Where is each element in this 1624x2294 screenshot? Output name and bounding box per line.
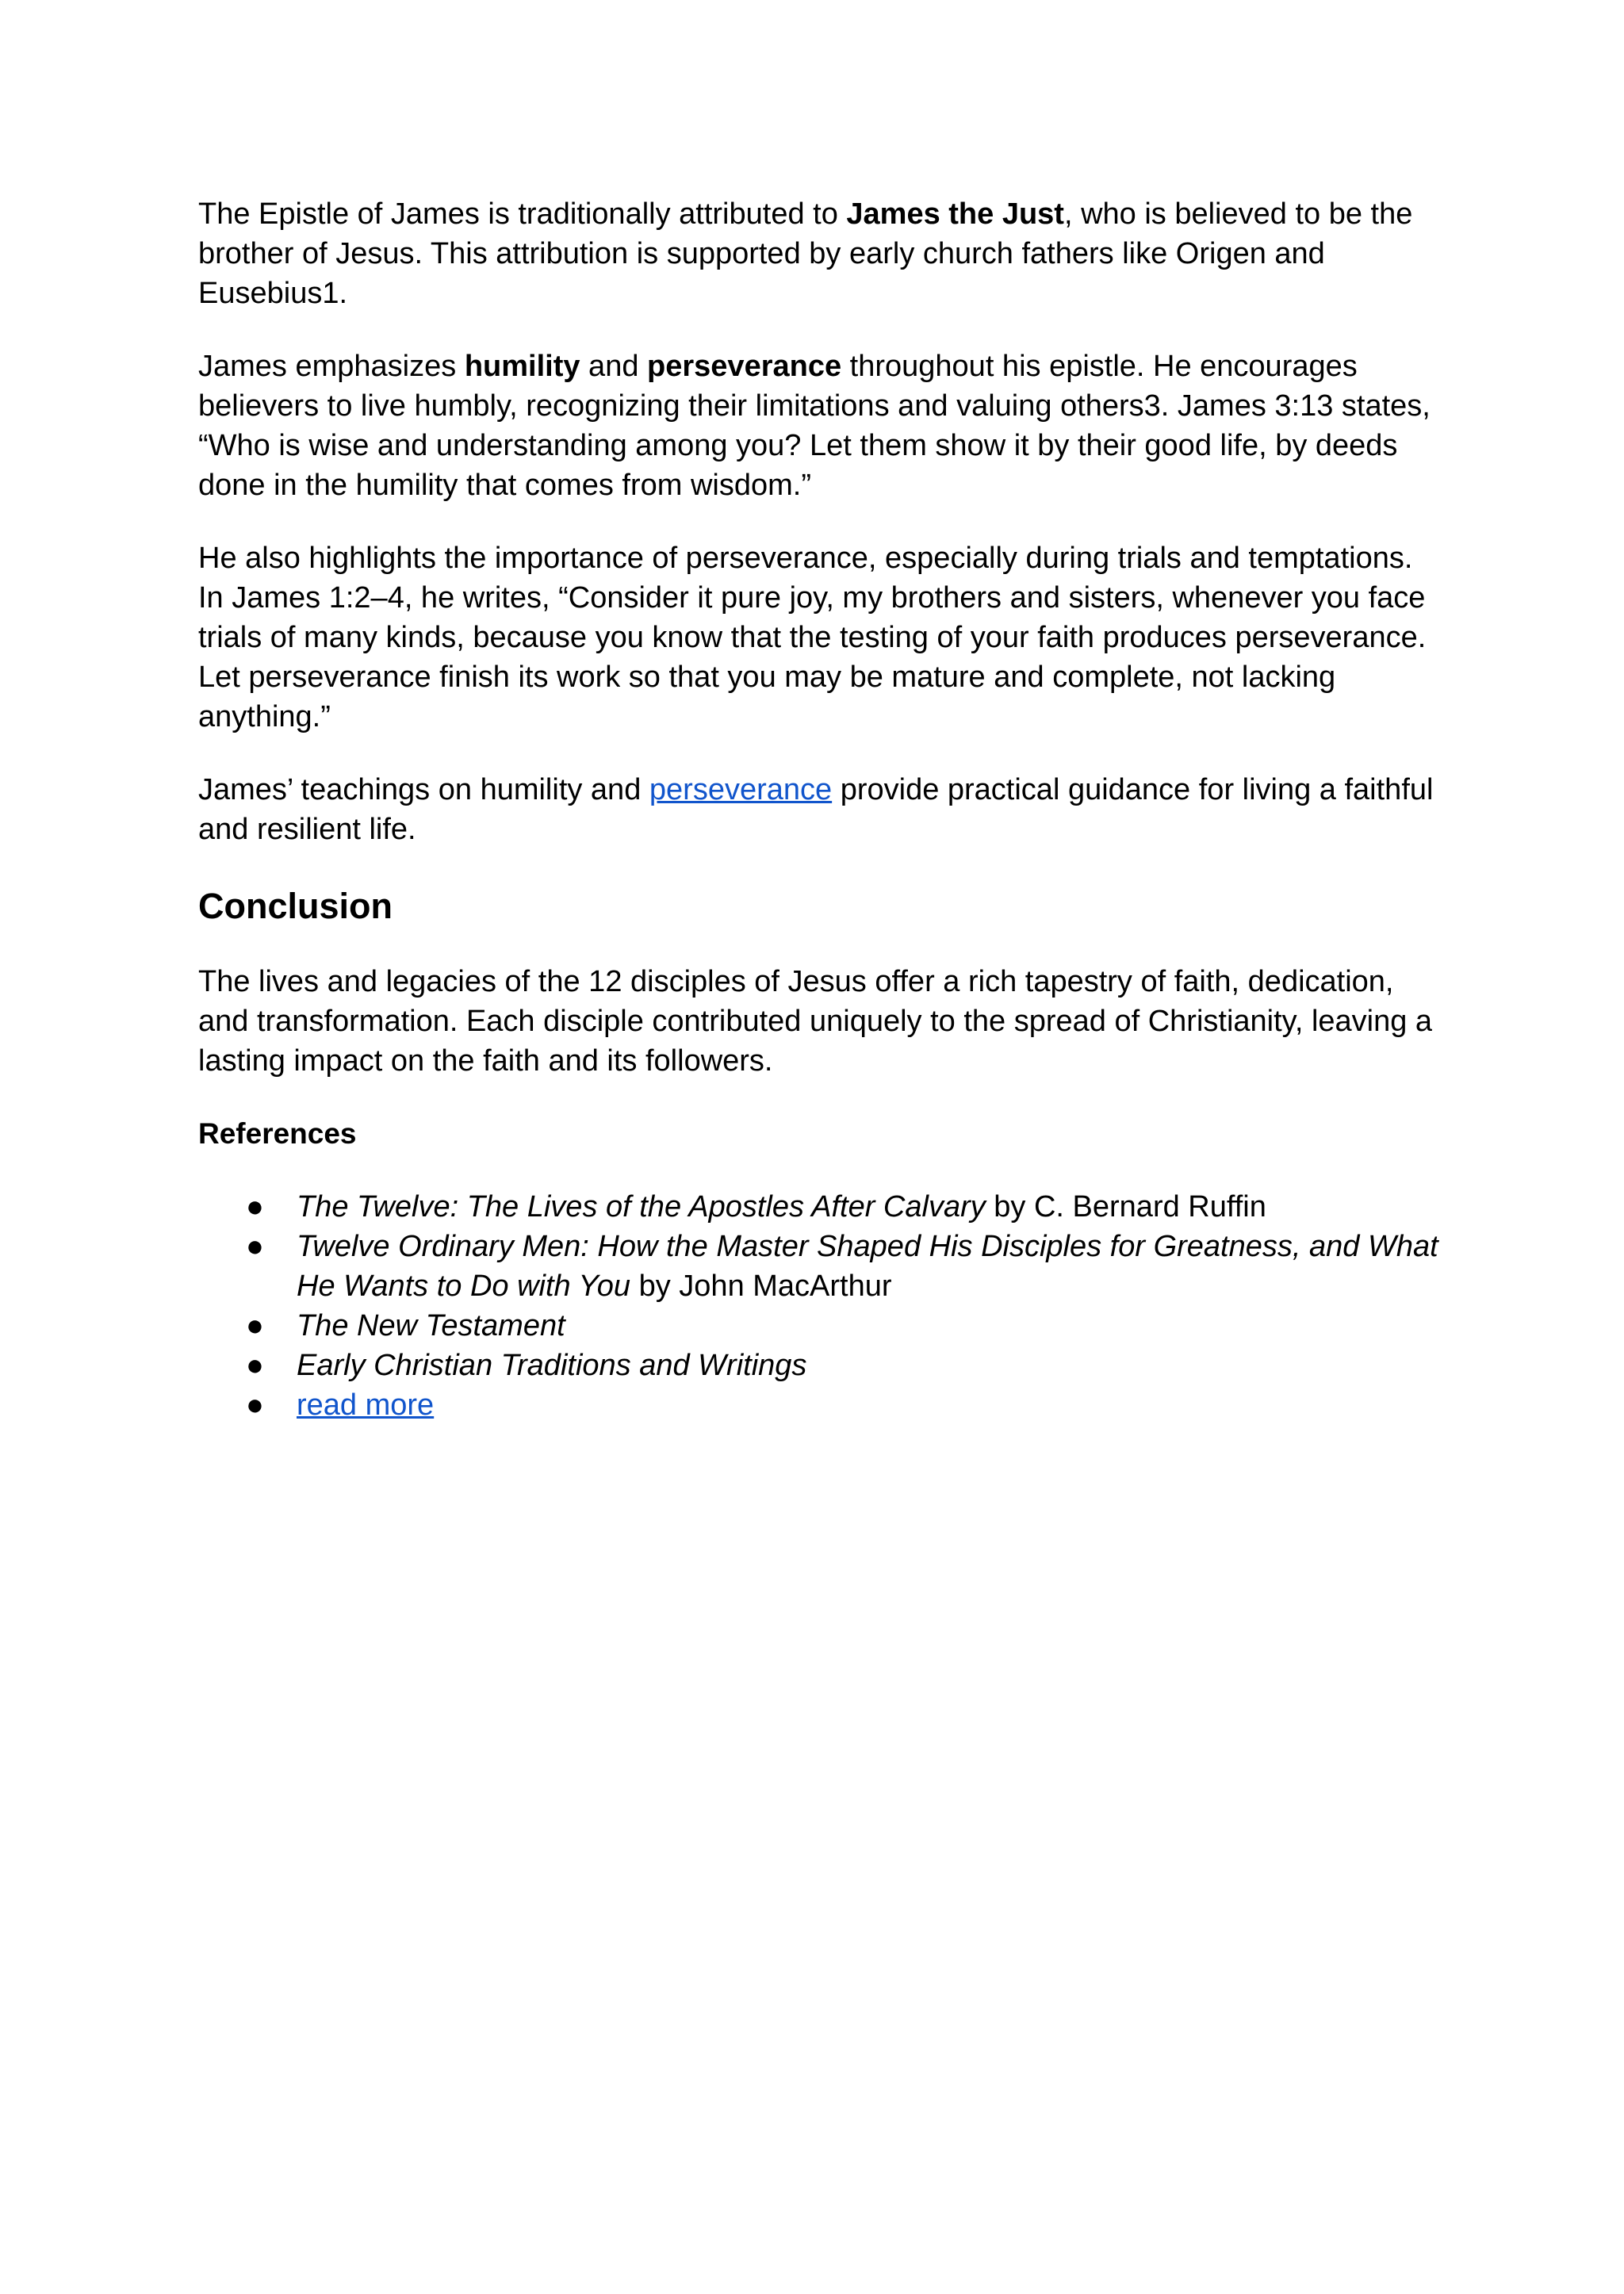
list-item xyxy=(198,1346,1443,1385)
bullet-icon: ● xyxy=(246,1349,264,1382)
reference-title: The New Testament xyxy=(297,1309,565,1342)
paragraph-teachings: James’ teachings on humility and perseverance provide practical guidance for living a faithful and resilient life. xyxy=(198,773,1434,846)
read-more-link[interactable]: read more xyxy=(297,1388,435,1422)
list-item xyxy=(198,1306,1443,1346)
perseverance-link[interactable]: perseverance xyxy=(649,773,833,806)
paragraph-conclusion: The lives and legacies of the 12 disciples of Jesus offer a rich tapestry of faith, dedication, and transformation. Each disciple contributed uniquely to the spread of Christianity, leaving a lasting impact on the faith and its followers. xyxy=(198,965,1433,1078)
reference-title: Twelve Ordinary Men: How the Master Shaped His Disciples for Greatness, and What He Wants to Do with You xyxy=(297,1230,1438,1303)
reference-title: The Twelve: The Lives of the Apostles After Calvary xyxy=(297,1190,986,1224)
paragraph-humility: James emphasizes humility and perseverance throughout his epistle. He encourages believers to live humbly, recognizing their limitations and valuing others3. James 3:13 states, “Who is wise and understanding among you? Let them show it by their good life, by deeds done in the humility that comes from wisdom.” xyxy=(198,350,1431,502)
references-heading: References xyxy=(198,1117,357,1150)
list-item: ● Twelve Ordinary Men: How the Master Shaped His Disciples for Greatness, and What He Wants to Do with You by John MacArthur xyxy=(198,1227,1443,1306)
bullet-icon: ● xyxy=(246,1230,264,1263)
reference-title: Early Christian Traditions and Writings xyxy=(297,1349,807,1382)
paragraph-perseverance: He also highlights the importance of perseverance, especially during trials and temptations. In James 1:2–4, he writes, “Consider it pure joy, my brothers and sisters, whenever you face trials of many kinds, because you know that the testing of your faith produces perseverance. Let perseverance finish its work so that you may be mature and complete, not lacking anything.” xyxy=(198,542,1427,733)
bullet-icon: ● xyxy=(246,1388,264,1422)
paragraph-authorship: The Epistle of James is traditionally attributed to James the Just, who is believed to be the brother of Jesus. This attribution is supported by early church fathers like Origen and Eusebius1. xyxy=(198,197,1413,310)
bullet-icon: ● xyxy=(246,1309,264,1342)
list-item xyxy=(198,1385,1443,1425)
bullet-icon: ● xyxy=(246,1190,264,1224)
bold-james-the-just: James the Just xyxy=(846,197,1064,231)
bold-perseverance: perseverance xyxy=(647,350,842,383)
conclusion-heading: Conclusion xyxy=(198,886,393,926)
references-list xyxy=(198,1187,1443,1425)
list-item: ● The Twelve: The Lives of the Apostles After Calvary by C. Bernard Ruffin xyxy=(198,1187,1443,1227)
document-page xyxy=(198,194,1443,1425)
bold-humility: humility xyxy=(464,350,580,383)
